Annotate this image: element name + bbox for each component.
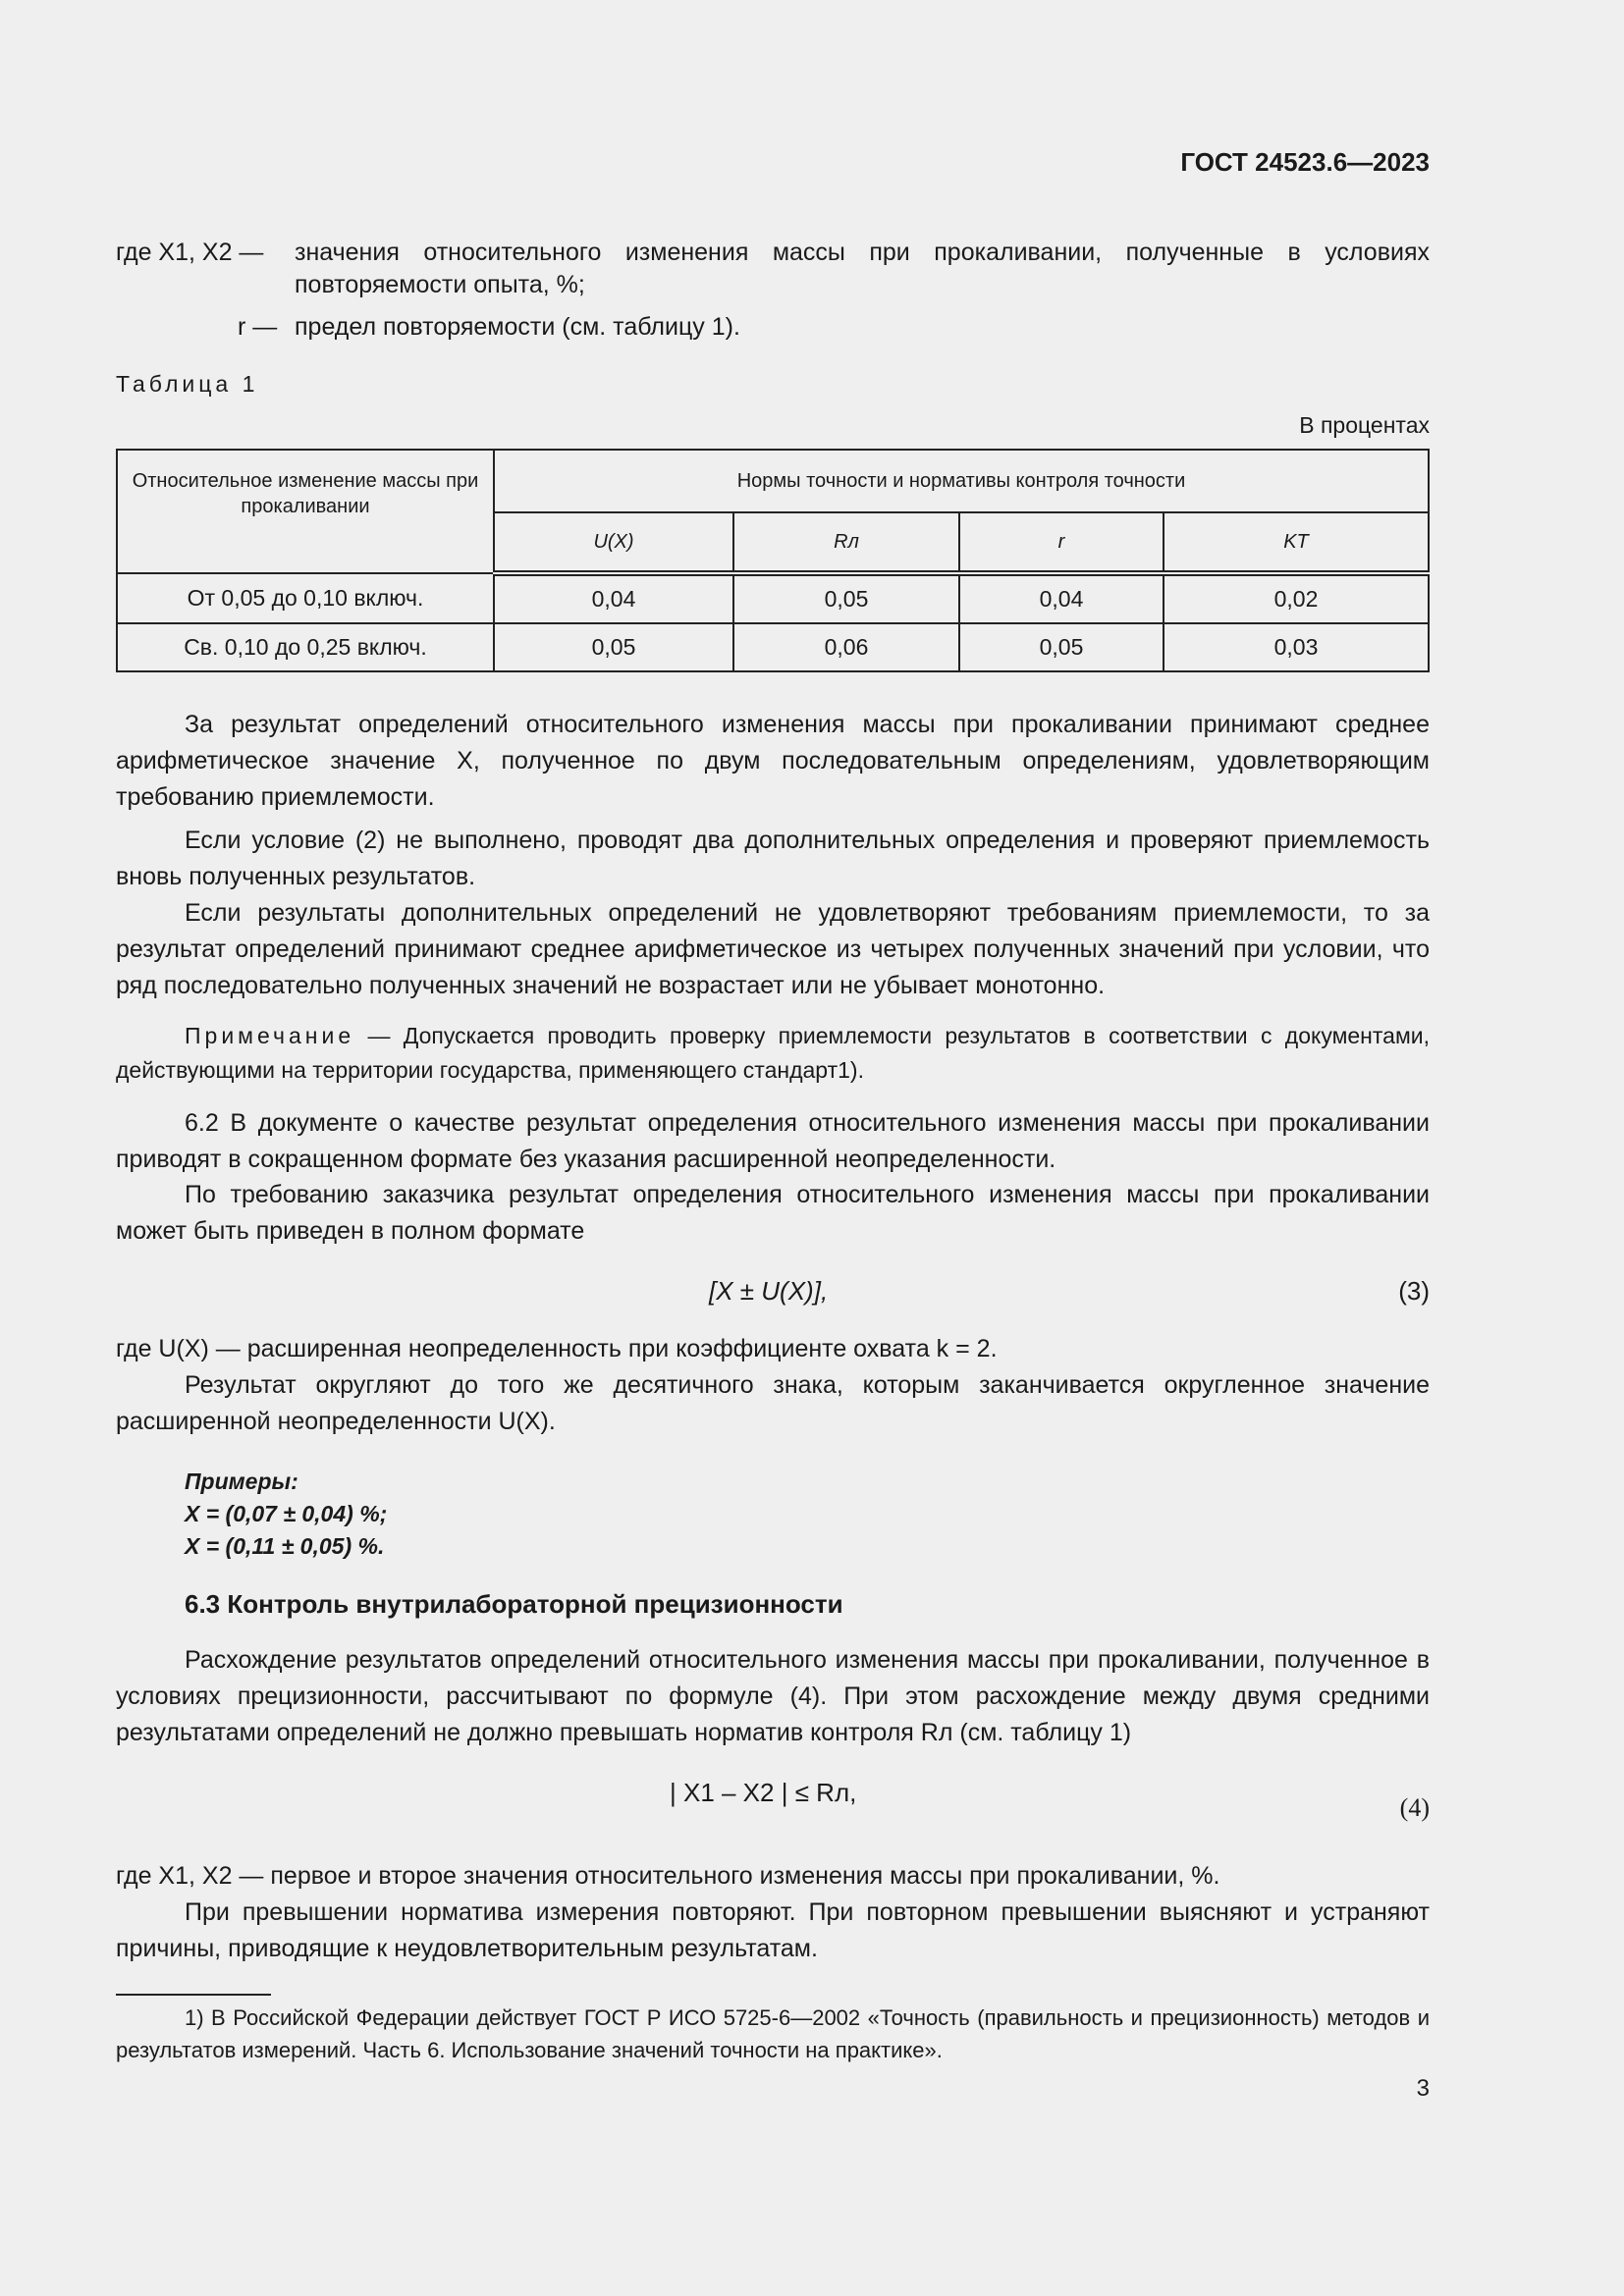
examples-title: Примеры: — [185, 1468, 298, 1494]
table-cell: 0,05 — [959, 623, 1164, 671]
table-units-note: В процентах — [1299, 412, 1430, 438]
paragraph-additional-results: Если результаты дополнительных определений не удовлетворяют требованиям приемлемости, то за результат определений принимают среднее арифметическое из четырех полученных значений при условии, что ряд последовательно полученных значений не возрастает или не убывает монотонно. — [116, 899, 1430, 999]
table-caption: Таблица 1 — [116, 371, 259, 397]
paragraph-6-2: 6.2 В документе о качестве результат определения относительного изменения массы при прокаливании приводят в сокращенном формате без указания расширенной неопределенности. — [116, 1109, 1430, 1173]
table-col-ux: U(X) — [494, 512, 733, 573]
standard-code: ГОСТ 24523.6—2023 — [1180, 147, 1430, 177]
where-u: где U(X) — расширенная неопределенность при коэффициенте охвата k = 2. — [116, 1335, 998, 1362]
paragraph-rounding: Результат округляют до того же десятичного знака, которым заканчивается округленное значение расширенной неопределенности U(X). — [116, 1371, 1430, 1435]
footnote-divider — [116, 1994, 271, 1996]
example-1: X = (0,07 ± 0,04) %; — [185, 1501, 388, 1526]
where-label-r: r — — [238, 313, 278, 341]
norms-table — [116, 449, 1430, 672]
note-block — [116, 1019, 1430, 1088]
paragraph-6-3: Расхождение результатов определений относительного изменения массы при прокаливании, полученное в условиях прецизионности, рассчитывают по формуле (4). При этом расхождение между двумя средними результатами определений не должно превышать норматив контроля Rл (см. таблицу 1) — [116, 1646, 1430, 1746]
example-2: X = (0,11 ± 0,05) %. — [185, 1533, 385, 1559]
table-cell: 0,05 — [494, 623, 733, 671]
where-text-x1x2: значения относительного изменения массы при прокаливании, полученные в условиях повторяемости опыта, %; — [295, 239, 1430, 298]
formula-4: | X1 – X2 | ≤ Rл, — [670, 1778, 857, 1807]
table-col-rl: Rл — [733, 512, 959, 573]
table-cell: 0,05 — [733, 573, 959, 623]
section-6-3-heading: 6.3 Контроль внутрилабораторной прецизионности — [185, 1589, 843, 1619]
footnote: 1) В Российской Федерации действует ГОСТ Р ИСО 5725-6—2002 «Точность (правильность и прецизионность) методов и результатов измерений. Часть 6. Использование значений точности на практике». — [116, 2005, 1430, 2062]
table-cell: 0,04 — [494, 573, 733, 623]
note-label: Примечание — [185, 1023, 355, 1048]
table-cell: 0,06 — [733, 623, 959, 671]
where-text-r: предел повторяемости (см. таблицу 1). — [295, 313, 740, 341]
paragraph-condition-not-met: Если условие (2) не выполнено, проводят два дополнительных определения и проверяют приемлемость вновь полученных результатов. — [116, 827, 1430, 890]
formula-3-number: (3) — [1398, 1276, 1430, 1306]
table-cell: 0,02 — [1164, 573, 1429, 623]
table-col-kt: KТ — [1164, 512, 1429, 573]
paragraph-full-format: По требованию заказчика результат определения относительного изменения массы при прокаливании может быть приведен в полном формате — [116, 1181, 1430, 1245]
paragraph-exceed: При превышении норматива измерения повторяют. При повторном превышении выясняют и устраняют причины, приводящие к неудовлетворительным результатам. — [116, 1898, 1430, 1962]
table-col-r: r — [959, 512, 1164, 573]
table-cell: 0,04 — [959, 573, 1164, 623]
note-text: — Допускается проводить проверку приемлемости результатов в соответствии с документами, действующими на территории государства, применяющего стандарт1). — [116, 1023, 1430, 1083]
where-x1x2: где X1, X2 — первое и вторoе значения относительного изменения массы при прокаливании, %. — [116, 1862, 1220, 1890]
where-label-x1x2: где X1, X2 — — [116, 239, 264, 266]
table-header-group: Нормы точности и нормативы контроля точности — [494, 450, 1429, 512]
table-cell-range: От 0,05 до 0,10 включ. — [117, 573, 494, 623]
table-row — [117, 573, 1429, 623]
table-cell-range: Св. 0,10 до 0,25 включ. — [117, 623, 494, 671]
formula-4-number: (4) — [1399, 1793, 1430, 1822]
paragraph-result-definition: За результат определений относительного изменения массы при прокаливании принимают среднее арифметическое значение X, полученное по двум последовательным определениям, удовлетворяющим требованию приемлемости. — [116, 711, 1430, 811]
table-header-row-label: Относительное изменение массы при прокаливании — [117, 450, 494, 573]
formula-3: [X ± U(X)], — [709, 1276, 829, 1306]
page-number: 3 — [1416, 2075, 1430, 2102]
table-cell: 0,03 — [1164, 623, 1429, 671]
table-row — [117, 623, 1429, 671]
